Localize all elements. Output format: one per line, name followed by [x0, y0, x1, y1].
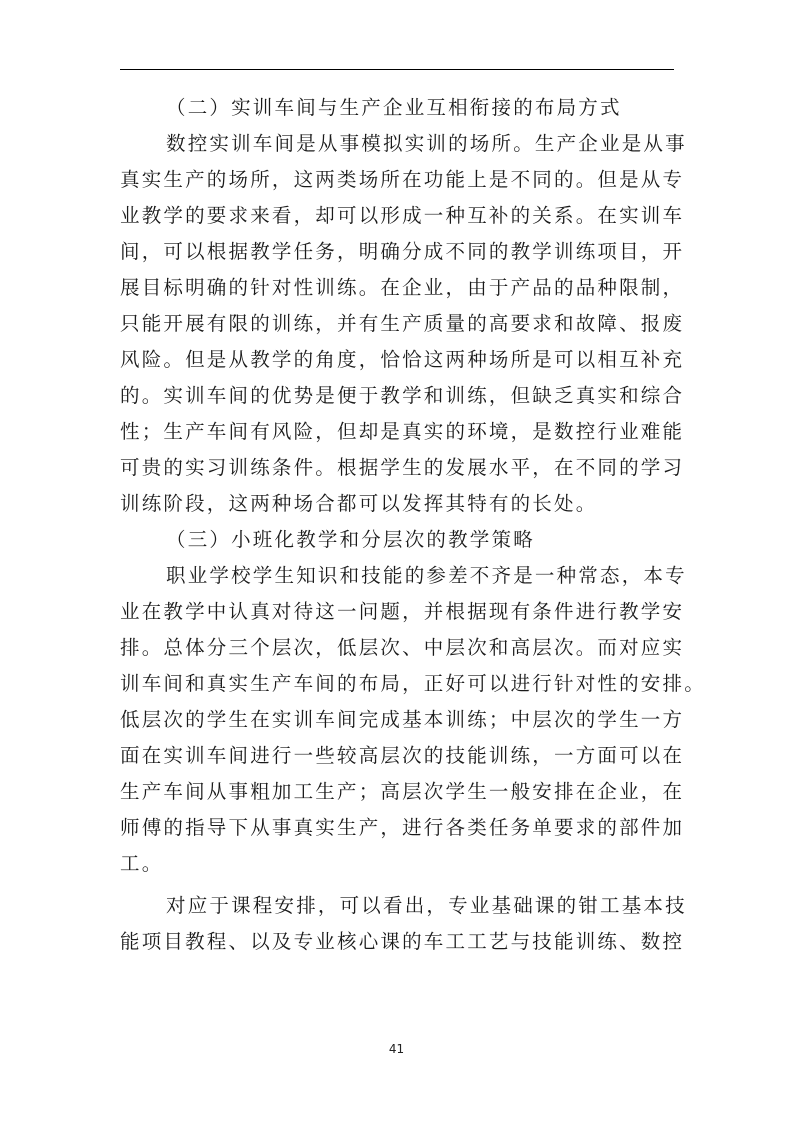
- paragraph-line: 数控实训车间是从事模拟实训的场所。生产企业是从事: [166, 132, 687, 155]
- paragraph-line: 生产车间从事粗加工生产；高层次学生一般安排在企业，在: [120, 780, 685, 803]
- paragraph-line: 训车间和真实生产车间的布局，正好可以进行针对性的安排。: [120, 672, 706, 695]
- section-heading-3: （三）小班化教学和分层次的教学策略: [166, 528, 535, 551]
- header-rule: [120, 69, 674, 70]
- paragraph-line: 只能开展有限的训练，并有生产质量的高要求和故障、报废: [120, 312, 685, 335]
- paragraph-line: 的。实训车间的优势是便于教学和训练，但缺乏真实和综合: [120, 384, 685, 407]
- paragraph-line: 业在教学中认真对待这一问题，并根据现有条件进行教学安: [120, 600, 685, 623]
- paragraph-line: 对应于课程安排，可以看出，专业基础课的钳工基本技: [166, 894, 687, 917]
- paragraph-line: 职业学校学生知识和技能的参差不齐是一种常态，本专: [166, 564, 687, 587]
- paragraph-line: 真实生产的场所，这两类场所在功能上是不同的。但是从专: [120, 168, 685, 191]
- paragraph-line: 低层次的学生在实训车间完成基本训练；中层次的学生一方: [120, 708, 685, 731]
- paragraph-line: 展目标明确的针对性训练。在企业，由于产品的品种限制，: [120, 276, 685, 299]
- document-body: [120, 90, 706, 960]
- paragraph-line: 师傅的指导下从事真实生产，进行各类任务单要求的部件加: [120, 816, 685, 839]
- paragraph-line: 风险。但是从教学的角度，恰恰这两种场所是可以相互补充: [120, 348, 685, 371]
- paragraph-line: 业教学的要求来看，却可以形成一种互补的关系。在实训车: [120, 204, 685, 227]
- paragraph-line: 性；生产车间有风险，但却是真实的环境，是数控行业难能: [120, 420, 685, 443]
- page-number: 41: [388, 1042, 405, 1056]
- paragraph-line: 工。: [120, 852, 164, 875]
- paragraph-line: 能项目教程、以及专业核心课的车工工艺与技能训练、数控: [120, 930, 685, 953]
- paragraph-line: 训练阶段，这两种场合都可以发挥其特有的长处。: [120, 492, 598, 515]
- paragraph-line: 排。总体分三个层次，低层次、中层次和高层次。而对应实: [120, 636, 685, 659]
- paragraph-line: 可贵的实习训练条件。根据学生的发展水平，在不同的学习: [120, 456, 685, 479]
- section-heading-2: （二）实训车间与生产企业互相衔接的布局方式: [166, 96, 622, 119]
- paragraph-line: 面在实训车间进行一些较高层次的技能训练，一方面可以在: [120, 744, 685, 767]
- paragraph-line: 间，可以根据教学任务，明确分成不同的教学训练项目，开: [120, 240, 685, 263]
